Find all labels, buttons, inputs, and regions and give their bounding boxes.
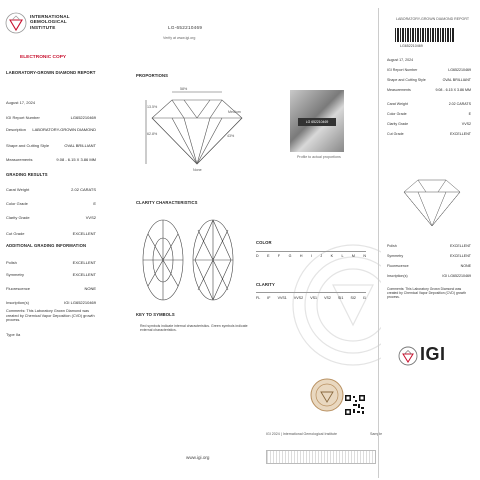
igi-seal-icon [310, 378, 344, 412]
right-row-value: EXCELLENT [450, 254, 471, 258]
clarity-scale [256, 296, 366, 300]
photo-caption: Profile to actual proportions [297, 155, 341, 159]
right-row-value: 2.02 CARATS [448, 102, 471, 106]
igi-round-logo-icon [398, 346, 418, 366]
report-date: August 17, 2024 [6, 100, 36, 105]
right-row-label: August 17, 2024 [387, 58, 414, 62]
key-to-symbols-note: Red symbols indicate internal characteristics. Green symbols indicate external characteristics. [140, 324, 248, 333]
grading-label: Carat Weight [6, 187, 30, 192]
grading-label: Color Grade [6, 201, 28, 206]
color-grade: D [256, 254, 259, 258]
grading-value: EXCELLENT [72, 231, 96, 236]
color-scale [256, 254, 366, 258]
right-row-label: Polish [387, 244, 397, 248]
clarity-grade: SI1 [337, 296, 344, 300]
key-to-symbols-header: KEY TO SYMBOLS [136, 312, 175, 317]
photo-inscription: LG 652210469 [298, 118, 336, 126]
grading-label: Clarity Grade [6, 215, 30, 220]
proportion-table: 58% [180, 87, 188, 91]
proportion-culet: None [193, 168, 202, 172]
right-row-value: E [468, 112, 471, 116]
clarity-characteristics-header: CLARITY CHARACTERISTICS [136, 200, 198, 205]
grading-value: VVS2 [85, 215, 96, 220]
right-row-value: VVS2 [461, 122, 471, 126]
igi-brand: IGI [420, 344, 446, 364]
color-scale-header: COLOR [256, 240, 272, 245]
electronic-copy-label: ELECTRONIC COPY [20, 55, 67, 60]
comments-type: Type IIa [6, 332, 21, 337]
right-row-value: EXCELLENT [450, 132, 471, 136]
right-row-value: LG652210469 [448, 68, 471, 72]
right-comments: Comments: This Laboratory Grown Diamond was created by Chemical Vapor Deposition (CVD) growth process. [387, 287, 467, 300]
website-link[interactable]: www.igi.org [186, 455, 210, 460]
color-grade: I [310, 254, 312, 258]
barcode-number: LG652210469 [400, 44, 423, 48]
right-row-label: Cut Grade [387, 132, 404, 136]
clarity-grade: I1 [362, 296, 366, 300]
color-grade: J [320, 254, 323, 258]
institute-name [30, 14, 70, 30]
right-row-label: Measurements [387, 88, 411, 92]
right-row-label: Symmetry [387, 254, 404, 258]
right-row-value: IGI LG652210469 [442, 274, 471, 278]
additional-value: IGI LG652210469 [64, 300, 96, 305]
clarity-grade: FL [256, 296, 261, 300]
proportions-header: PROPORTIONS [136, 73, 169, 78]
color-grade: K [330, 254, 333, 258]
right-row-label: Color Grade [387, 112, 407, 116]
color-grade: L [341, 254, 344, 258]
right-row-value: OVAL BRILLIANT [442, 78, 471, 82]
igi-logo-mark [5, 12, 27, 34]
color-grade: H [299, 254, 303, 258]
clarity-grade: VS1 [310, 296, 317, 300]
footer-page: Sample [370, 432, 383, 436]
color-grade: N [363, 254, 366, 258]
additional-label: Inscription(s) [6, 300, 29, 305]
right-row-label: IGI Report Number [387, 68, 418, 72]
clarity-plot-diagram [138, 214, 238, 306]
additional-value: NONE [84, 286, 96, 291]
grading-results-header: GRADING RESULTS [6, 172, 48, 177]
clarity-scale-line [256, 292, 366, 293]
right-panel-header: LABORATORY-GROWN DIAMOND REPORT [396, 17, 470, 21]
institute-name-line2: GEMOLOGICAL [30, 19, 67, 25]
clarity-grade: VVS1 [277, 296, 287, 300]
additional-value: EXCELLENT [72, 260, 96, 265]
comments: Comments: This Laboratory Grown Diamond was created by Chemical Vapor Deposition (CVD) growth process. [6, 309, 95, 323]
institute-name-line3: INSTITUTE [30, 24, 56, 30]
field-label: IGI Report Number [6, 115, 40, 120]
report-verify-note: Verify at www.igi.org [163, 36, 196, 40]
barcode [395, 28, 455, 42]
proportions-diagram [132, 82, 262, 174]
additional-value: EXCELLENT [72, 272, 96, 277]
additional-label: Polish [6, 260, 17, 265]
watermark-panel [253, 175, 381, 465]
additional-label: Symmetry [6, 272, 24, 277]
qr-code[interactable] [344, 394, 366, 416]
field-label: Measurements [6, 157, 33, 162]
field-value: OVAL BRILLIANT [64, 143, 96, 148]
field-value: LG652210469 [70, 115, 96, 120]
right-row-value: EXCELLENT [450, 244, 471, 248]
report-title: LABORATORY-GROWN DIAMOND REPORT [6, 70, 96, 75]
right-proportions-diagram [388, 168, 472, 234]
right-row-value: 9.08 - 6.15 X 3.86 MM [435, 88, 471, 92]
field-label: Description [6, 127, 27, 132]
right-row-label: Fluorescence [387, 264, 409, 268]
report-number: LG-652210469 [168, 25, 203, 30]
footer-note: IGI 2024 | International Gemological Institute [266, 432, 338, 436]
proportion-depth: 62.8% [147, 132, 158, 136]
right-row-value: NONE [460, 264, 471, 268]
field-value: 9.08 - 6.15 X 3.86 MM [56, 157, 96, 162]
color-grade: G [288, 254, 292, 258]
proportion-pavilion: 43% [227, 134, 235, 138]
field-label: Shape and Cutting Style [6, 143, 50, 148]
proportion-girdle: Medium [228, 110, 241, 114]
right-row-label: Clarity Grade [387, 122, 409, 126]
clarity-grade: VVS2 [293, 296, 304, 300]
additional-label: Fluorescence [6, 286, 31, 291]
right-row-label: Inscription(s) [387, 274, 408, 278]
color-grade: F [277, 254, 281, 258]
color-grade: E [267, 254, 270, 258]
grading-label: Cut Grade [6, 231, 25, 236]
additional-grading-header: ADDITIONAL GRADING INFORMATION [6, 243, 87, 248]
proportion-crown: 13.5% [147, 105, 158, 109]
institute-name-line1: INTERNATIONAL [30, 14, 70, 19]
diamond-photo [290, 90, 344, 152]
security-strip [266, 450, 376, 464]
grading-value: 2.02 CARATS [71, 187, 96, 192]
clarity-scale-header: CLARITY [256, 282, 275, 287]
grading-value: E [93, 201, 96, 206]
color-scale-line [256, 251, 366, 252]
field-value: LABORATORY-GROWN DIAMOND [32, 127, 96, 132]
clarity-grade: SI2 [350, 296, 356, 300]
right-row-label: Shape and Cutting Style [387, 78, 426, 82]
clarity-grade: VS2 [324, 296, 331, 300]
right-row-label: Carat Weight [387, 102, 408, 106]
clarity-grade: IF [267, 296, 271, 300]
color-grade: M [351, 254, 355, 258]
